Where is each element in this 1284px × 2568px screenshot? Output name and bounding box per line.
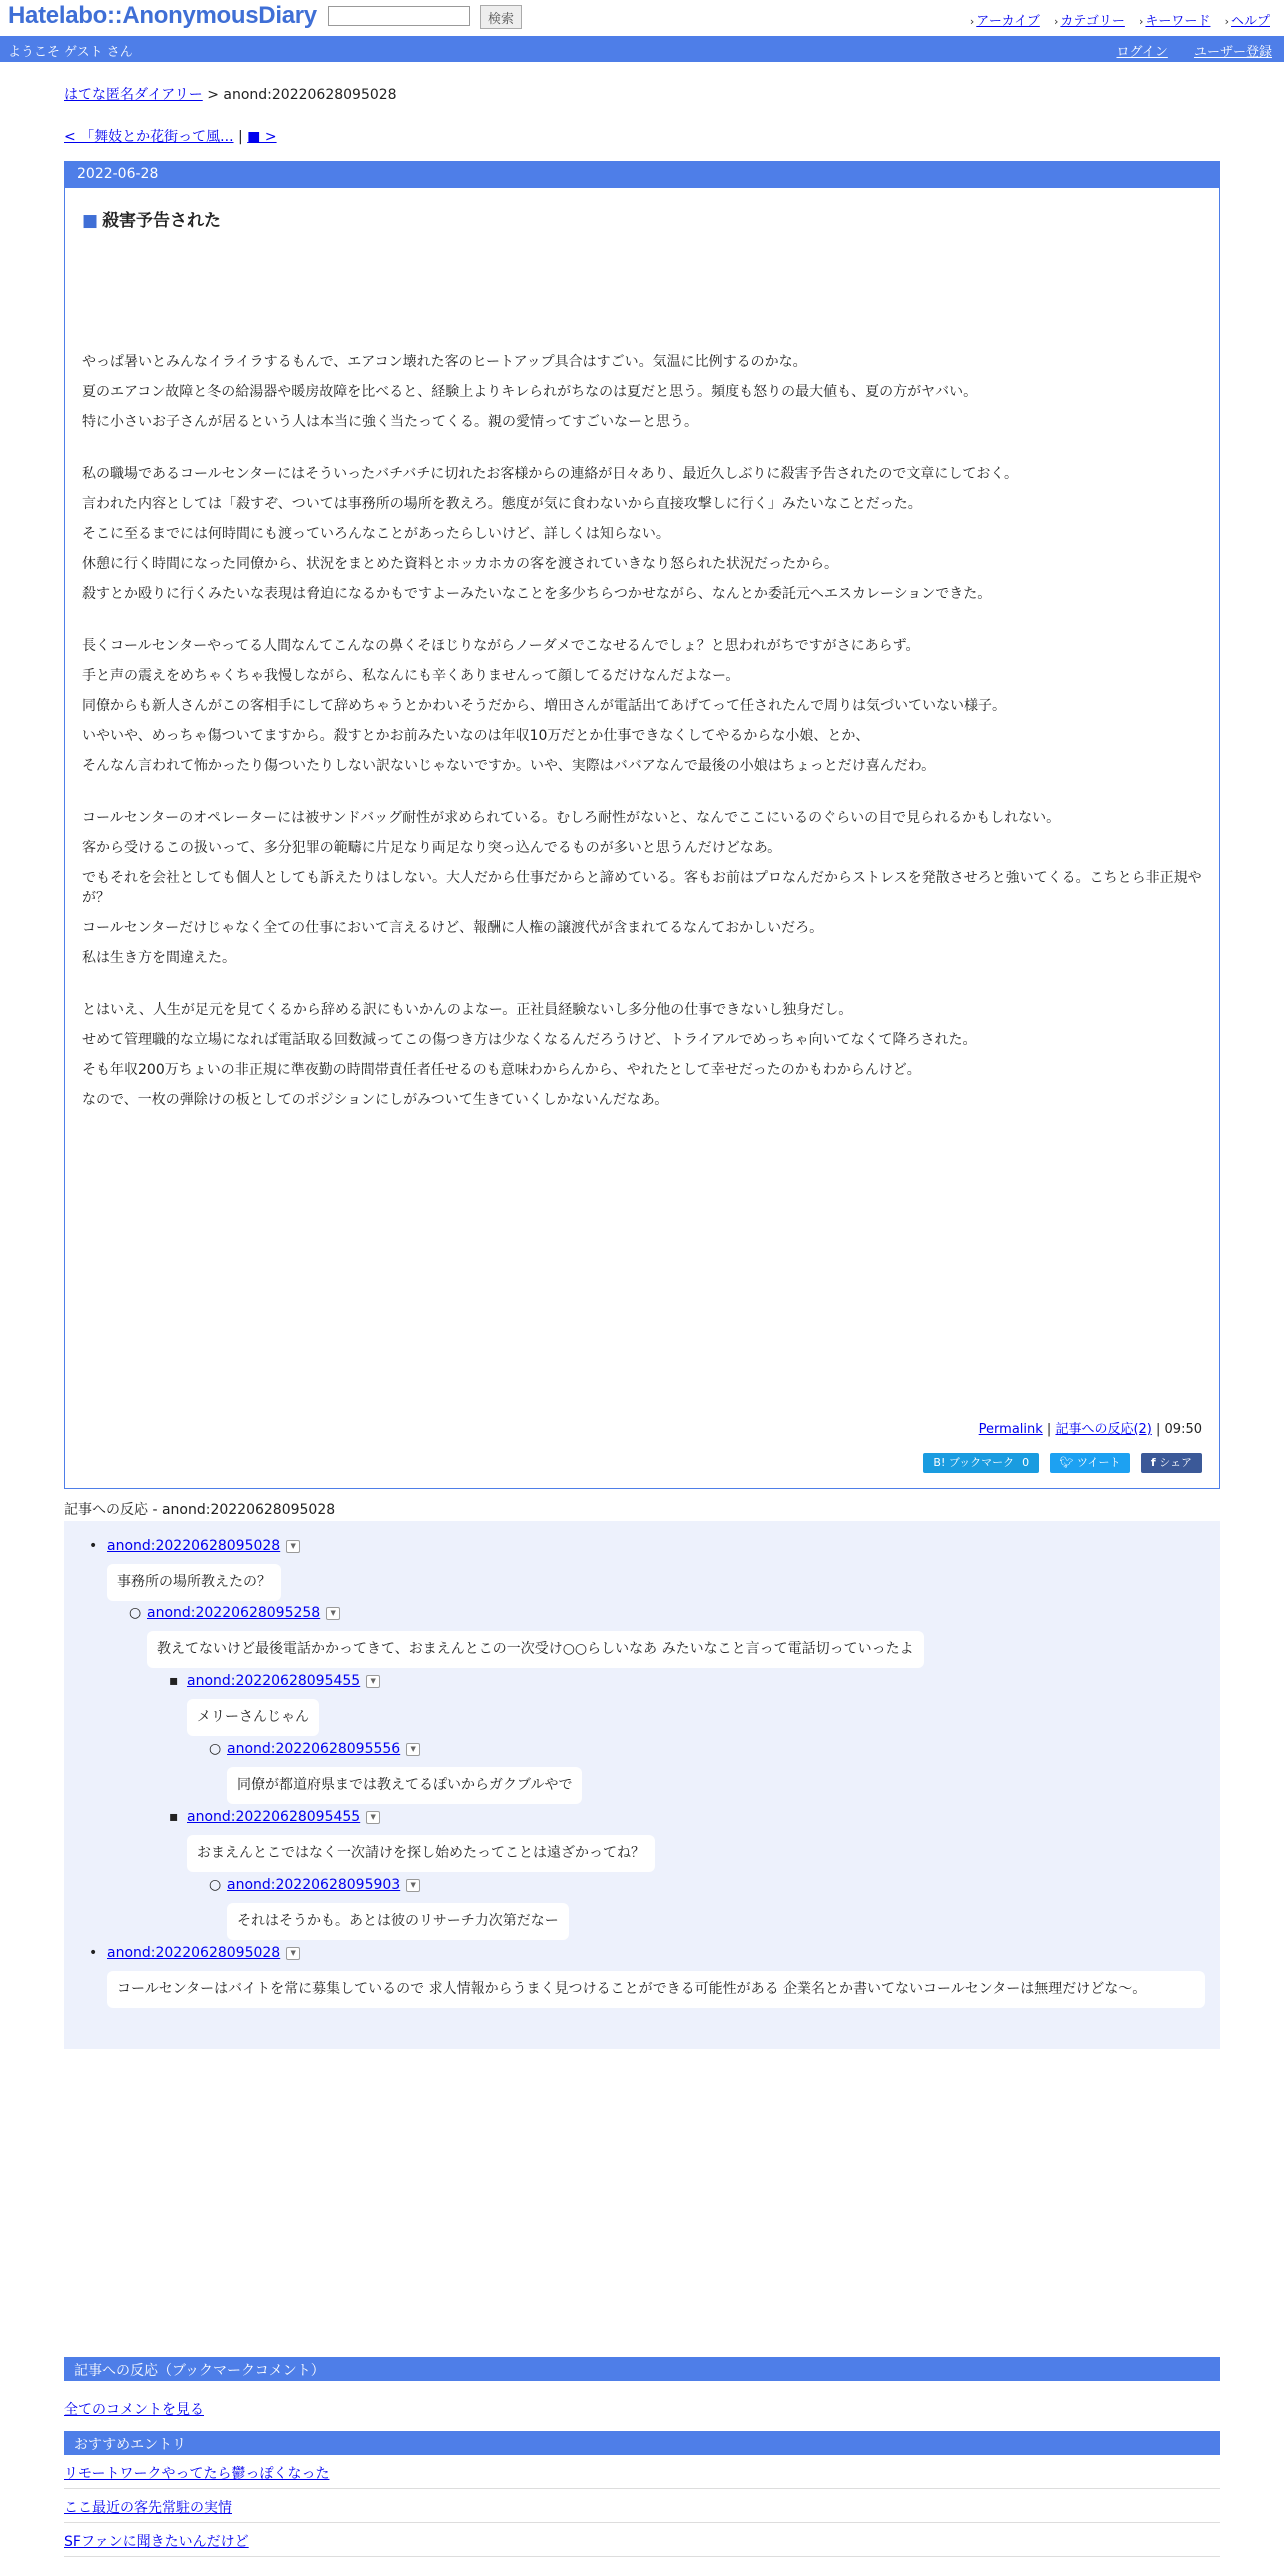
reaction-text: 教えてないけど最後電話かかってきて、おまえんとこの一次受け○○らしいなあ みたいなこと言って電話切っていったよ bbox=[147, 1631, 924, 1668]
search-button[interactable]: 検索 bbox=[480, 5, 522, 29]
divider bbox=[64, 2522, 1220, 2523]
nav-category[interactable]: › カテゴリー bbox=[1053, 14, 1125, 29]
breadcrumb-home[interactable]: はてな匿名ダイアリー bbox=[64, 87, 203, 103]
top-nav bbox=[960, 10, 1270, 29]
hatena-bookmark-button[interactable]: B! ブックマーク 0 bbox=[923, 1453, 1039, 1473]
reaction-item bbox=[209, 1877, 569, 1940]
bullet-circle: ○ bbox=[129, 1605, 142, 1621]
bookmark-comments-heading: 記事への反応（ブックマークコメント） bbox=[64, 2357, 1220, 2381]
reaction-id-link[interactable]: anond:20220628095903 bbox=[227, 1877, 401, 1893]
user-bar bbox=[0, 36, 1284, 62]
chevron-right-icon: › bbox=[1224, 15, 1229, 28]
chevron-down-icon[interactable]: ▼ bbox=[326, 1607, 340, 1620]
bullet-disc: • bbox=[89, 1945, 98, 1961]
recommended-entry-link[interactable]: SFファンに聞きたいんだけど bbox=[64, 2534, 249, 2550]
breadcrumb: はてな匿名ダイアリー > anond:20220628095028 bbox=[64, 87, 397, 103]
entry-time: 09:50 bbox=[1164, 1422, 1202, 1437]
reaction-text: 事務所の場所教えたの？ bbox=[107, 1564, 281, 1601]
reactions-tree bbox=[64, 1521, 1220, 2049]
tweet-button[interactable]: 🐦︎ ツイート bbox=[1050, 1453, 1131, 1473]
reaction-item bbox=[209, 1741, 582, 1804]
entry-title: ■ 殺害予告された bbox=[82, 211, 222, 231]
bullet-circle: ○ bbox=[209, 1741, 222, 1757]
login-link[interactable]: ログイン bbox=[1116, 45, 1168, 60]
reaction-item bbox=[129, 1605, 924, 1668]
nav-archive[interactable]: › アーカイブ bbox=[969, 14, 1040, 29]
chevron-down-icon[interactable]: ▼ bbox=[406, 1879, 420, 1892]
chevron-right-icon: › bbox=[969, 15, 975, 28]
entry-pager: < 「舞妓とか花街って風... | ■ > bbox=[64, 129, 277, 145]
welcome-text: ようこそ ゲスト さん bbox=[8, 45, 133, 60]
twitter-bird-icon: 🐦︎ bbox=[1059, 1456, 1074, 1469]
bullet-square: ▪ bbox=[169, 1673, 179, 1689]
reaction-id-link[interactable]: anond:20220628095455 bbox=[187, 1809, 361, 1825]
chevron-down-icon[interactable]: ▼ bbox=[286, 1947, 300, 1960]
entry-box bbox=[64, 161, 1220, 1489]
chevron-down-icon[interactable]: ▼ bbox=[406, 1743, 420, 1756]
next-entry-link[interactable]: ■ > bbox=[247, 129, 277, 145]
reaction-text: おまえんとこではなく一次請けを探し始めたってことは遠ざかってね？ bbox=[187, 1835, 655, 1872]
bullet-square: ▪ bbox=[169, 1809, 179, 1825]
recommended-entry-link[interactable]: ここ最近の客先常駐の実情 bbox=[64, 2500, 232, 2516]
reaction-id-link[interactable]: anond:20220628095556 bbox=[227, 1741, 401, 1757]
divider bbox=[64, 2556, 1220, 2557]
recommended-heading: おすすめエントリ bbox=[64, 2431, 1220, 2455]
reaction-item bbox=[169, 1673, 380, 1736]
breadcrumb-current: anond:20220628095028 bbox=[223, 87, 397, 103]
bullet-disc: • bbox=[89, 1538, 98, 1554]
nav-keyword[interactable]: › キーワード bbox=[1139, 14, 1211, 29]
paragraph-block: やっぱ暑いとみんなイライラするもんで、エアコン壊れた客のヒートアップ具合はすごい。気温に比例するのかな。 夏のエアコン故障と冬の給湯器や暖房故障を比べると、経験上よりキレられがちなのは夏だと思う。頻度も怒りの最大値も、夏の方がヤバい。 特に小さいお子さんが居るという人は本当に強く当たってくる。親の愛情ってすごいなーと思う。 bbox=[82, 354, 978, 430]
nav-help[interactable]: › ヘルプ bbox=[1224, 14, 1270, 29]
site-header bbox=[0, 0, 1284, 36]
reaction-text: コールセンターはバイトを常に募集しているので 求人情報からうまく見つけることができる可能性がある 企業名とか書いてないコールセンターは無理だけどな〜。 bbox=[107, 1971, 1205, 2008]
search-input[interactable] bbox=[328, 6, 470, 26]
permalink[interactable]: Permalink bbox=[978, 1422, 1043, 1437]
reaction-id-link[interactable]: anond:20220628095028 bbox=[107, 1538, 281, 1554]
reaction-id-link[interactable]: anond:20220628095258 bbox=[147, 1605, 321, 1621]
entry-date: 2022-06-28 bbox=[65, 162, 1219, 188]
reaction-item bbox=[89, 1538, 300, 1601]
chevron-right-icon: › bbox=[1053, 15, 1059, 28]
share-bar bbox=[917, 1453, 1202, 1473]
recommended-entry-link[interactable]: リモートワークやってたら鬱っぽくなった bbox=[64, 2466, 330, 2482]
reactions-link[interactable]: 記事への反応(2) bbox=[1055, 1422, 1152, 1437]
paragraph-block: コールセンターのオペレーターには被サンドバッグ耐性が求められている。むしろ耐性がないと、なんでここにいるのぐらいの目で見られるかもしれない。 客から受けるこの扱いって、多分犯罪の範疇に片足なり両足なり突っ込んでるものが多いと思うんだけどなあ。 でもそれを会社としても個人としても訴えたりはしない。大人だから仕事だからと諦めている。客もお前はプロなんだからストレスを発散させろと強いてくる。こちとら非正規やが？ コールセンターだけじゃなく全ての仕事において言えるけど、報酬に人権の譲渡代が含まれてるなんておかしいだろ。 私は生き方を間違えた。 bbox=[82, 810, 1202, 966]
divider bbox=[64, 2488, 1220, 2489]
chevron-down-icon[interactable]: ▼ bbox=[366, 1675, 380, 1688]
reaction-text: メリーさんじゃん bbox=[187, 1699, 319, 1736]
entry-body bbox=[82, 352, 1207, 1120]
chevron-right-icon: › bbox=[1139, 15, 1144, 28]
paragraph-block: 私の職場であるコールセンターにはそういったバチバチに切れたお客様からの連絡が日々あり、最近久しぶりに殺害予告されたので文章にしておく。 言われた内容としては「殺すぞ、ついては事務所の場所を教えろ。態度が気に食わないから直接攻撃しに行く」みたいなことだった。 そこに至るまでには何時間にも渡っていろんなことがあったらしいけど、詳しくは知らない。 休憩に行く時間になった同僚から、状況をまとめた資料とホッカホカの客を渡されていきなり怒られた状況だったから。 殺すとか殴りに行くみたいな表現は脅迫になるかもですよーみたいなことを多少ちらつかせながら、なんとか委託元へエスカレーションできた。 bbox=[82, 466, 1019, 602]
facebook-icon: f bbox=[1150, 1456, 1156, 1469]
prev-entry-link[interactable]: < 「舞妓とか花街って風... bbox=[64, 129, 234, 145]
reactions-heading: 記事への反応 - anond:20220628095028 bbox=[64, 1499, 1220, 1523]
paragraph-block: 長くコールセンターやってる人間なんてこんなの鼻くそほじりながらノーダメでこなせるんでしょ？と思われがちですがさにあらず。 手と声の震えをめちゃくちゃ我慢しながら、私なんにも辛くありませんって顔してるだけなんだよなー。 同僚からも新人さんがこの客相手にして辞めちゃうとかわいそうだから、増田さんが電話出てあげてって任されたんで周りは気づいていない様子。 いやいや、めっちゃ傷ついてますから。殺すとかお前みたいなのは年収10万だとか仕事できなくしてやるからな小娘、とか、 そんなん言われて怖かったり傷ついたりしない訳ないじゃないですか。いや、実際はババアなんで最後の小娘はちょっとだけ喜んだわ。 bbox=[82, 638, 1006, 774]
reaction-id-link[interactable]: anond:20220628095455 bbox=[187, 1673, 361, 1689]
paragraph-block: とはいえ、人生が足元を見てくるから辞める訳にもいかんのよなー。正社員経験ないし多分他の仕事できないし独身だし。 せめて管理職的な立場になれば電話取る回数減ってこの傷つき方は少なくなるんだろうけど、トライアルでめっちゃ向いてなくて降ろされた。 そも年収200万ちょいの非正規に準夜勤の時間帯責任者任せるのも意味わからんから、やれたとして幸せだったのかもわからんけど。 なので、一枚の弾除けの板としてのポジションにしがみついて生きていくしかないんだなあ。 bbox=[82, 1002, 977, 1108]
bookmark-count: 0 bbox=[1022, 1456, 1030, 1469]
reaction-id-link[interactable]: anond:20220628095028 bbox=[107, 1945, 281, 1961]
reaction-item bbox=[169, 1809, 655, 1872]
chevron-down-icon[interactable]: ▼ bbox=[366, 1811, 380, 1824]
register-link[interactable]: ユーザー登録 bbox=[1193, 45, 1272, 60]
bullet-circle: ○ bbox=[209, 1877, 222, 1893]
reaction-text: 同僚が都道府県までは教えてるぽいからガクブルやで bbox=[227, 1767, 582, 1804]
entry-footer: Permalink | 記事への反応(2) | 09:50 bbox=[978, 1422, 1202, 1437]
site-logo[interactable]: Hatelabo::AnonymousDiary bbox=[8, 2, 317, 29]
chevron-down-icon[interactable]: ▼ bbox=[286, 1540, 300, 1553]
all-comments-link[interactable]: 全てのコメントを見る bbox=[64, 2402, 204, 2418]
facebook-share-button[interactable]: f シェア bbox=[1141, 1453, 1202, 1473]
entry-square-link[interactable]: ■ bbox=[82, 211, 99, 231]
reaction-text: それはそうかも。あとは彼のリサーチ力次第だなー bbox=[227, 1903, 569, 1940]
reaction-item bbox=[89, 1945, 1205, 2008]
